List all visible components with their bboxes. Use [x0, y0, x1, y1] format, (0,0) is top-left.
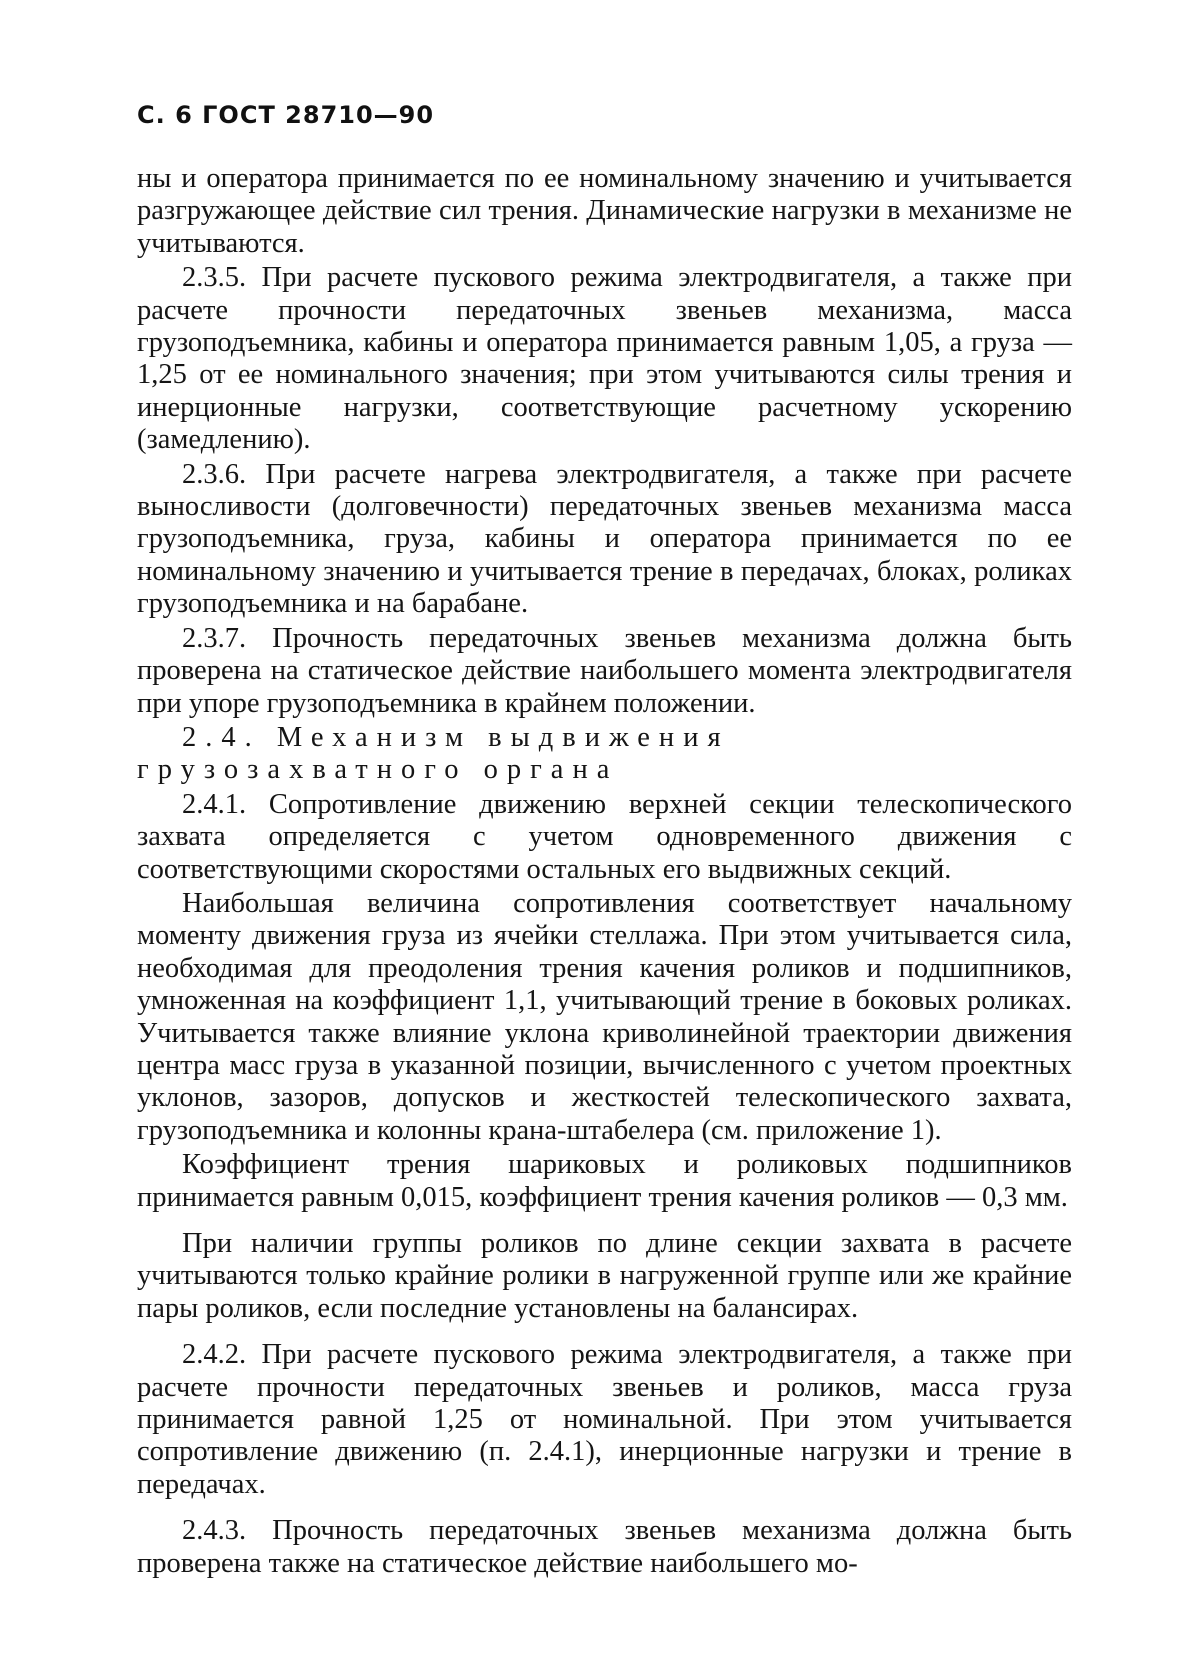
paragraph-2-4-2: 2.4.2. При расчете пускового режима электродвигателя, а также при расчете прочности передаточных звеньев и роликов, масса груза принимается равной 1,25 от номинальной. При этом учитывается сопротивление движению (п. 2.4.1), инерционные нагрузки и трение в передачах.: [137, 1339, 1072, 1500]
paragraph-max-resistance: Наибольшая величина сопротивления соответствует начальному моменту движения груза из ячейки стеллажа. При этом учитывается сила, необходимая для преодоления трения качения роликов и подшипников, умноженная на коэффициент 1,1, учитывающий трение в боковых роликах. Учитывается также влияние уклона криволинейной траектории движения центра масс груза в указанной позиции, вычисленного с учетом проектных уклонов, зазоров, допусков и жесткостей телескопического захвата, грузоподъемника и колонны крана-штабелера (см. приложение 1).: [137, 887, 1072, 1146]
paragraph-continuation: ны и оператора принимается по ее номинальному значению и учитывается разгружающее действие сил трения. Динамические нагрузки в механизме не учитываются.: [137, 163, 1072, 259]
paragraph-roller-groups: При наличии группы роликов по длине секции захвата в расчете учитываются только крайние ролики в нагруженной группе или же крайние пары роликов, если последние установлены на балансирах.: [137, 1228, 1072, 1324]
page-header: С. 6 ГОСТ 28710—90: [137, 101, 435, 129]
paragraph-friction-coefficient: Коэффициент трения шариковых и роликовых подшипников принимается равным 0,015, коэффициент трения качения роликов — 0,3 мм.: [137, 1149, 1072, 1213]
section-heading-2-4: 2.4. Механизм выдвижения грузозахватного органа: [137, 721, 730, 786]
paragraph-2-4-1: 2.4.1. Сопротивление движению верхней секции телескопического захвата определяется с учетом одновременного движения с соответствующими скоростями остальных его выдвижных секций.: [137, 788, 1072, 885]
paragraph-2-3-5: 2.3.5. При расчете пускового режима электродвигателя, а также при расчете прочности передаточных звеньев механизма, масса грузоподъемника, кабины и оператора принимается равным 1,05, а груза — 1,25 от ее номинального значения; при этом учитываются силы трения и инерционные нагрузки, соответствующие расчетному ускорению (замедлению).: [137, 262, 1072, 456]
document-body: [137, 163, 1072, 1580]
paragraph-2-3-7: 2.3.7. Прочность передаточных звеньев механизма должна быть проверена на статическое действие наибольшего момента электродвигателя при упоре грузоподъемника в крайнем положении.: [137, 622, 1072, 719]
paragraph-2-4-3: 2.4.3. Прочность передаточных звеньев механизма должна быть проверена также на статическое действие наибольшего мо-: [137, 1515, 1072, 1579]
paragraph-2-3-6: 2.3.6. При расчете нагрева электродвигателя, а также при расчете выносливости (долговечности) передаточных звеньев механизма масса грузоподъемника, груза, кабины и оператора принимается по ее номинальному значению и учитывается трение в передачах, блоках, роликах грузоподъемника и на барабане.: [137, 458, 1072, 620]
